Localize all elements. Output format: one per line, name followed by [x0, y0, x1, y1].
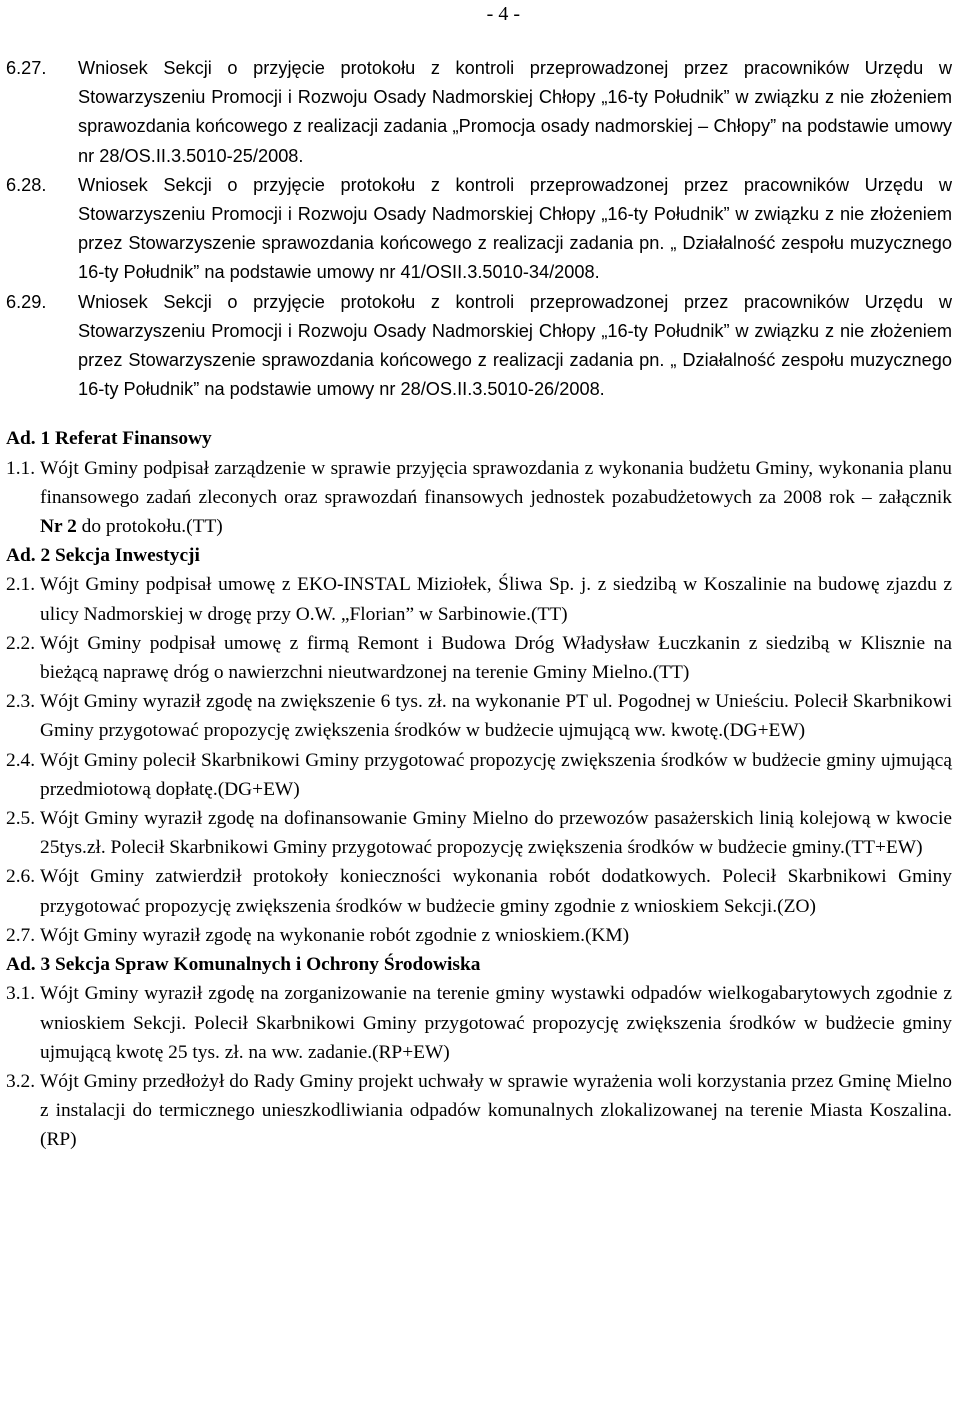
item-number: 3.1.: [6, 983, 36, 1005]
item-text: Wniosek Sekcji o przyjęcie protokołu z kontroli przeprowadzonej przez pracowników Urzędu w Stowarzyszeniu Promocji i Rozwoju Osady Nadmorskiej Chłopy „16-ty Południk” w związku z nie złożeniem sprawozdania końcowego z realizacji zadania „Promocja osady nadmorskiej – Chłopy” na podstawie umowy nr 28/OS.II.3.5010-25/2008.: [78, 58, 952, 166]
item-number: 2.6.: [6, 866, 36, 888]
heading-ad1: Ad. 1 Referat Finansowy: [6, 428, 212, 450]
item-number: 3.2.: [6, 1070, 36, 1092]
item-number: 1.1.: [6, 457, 36, 479]
item-text: Wójt Gminy zatwierdził protokoły konieczności wykonania robót dodatkowych. Polecił Skarbnikowi Gminy przygotować propozycję zwiększenia środków w budżecie gminy zgodnie z wnioskiem Sekcji.(ZO): [40, 866, 952, 917]
heading-ad3: Ad. 3 Sekcja Spraw Komunalnych i Ochrony Środowiska: [6, 954, 481, 976]
item-number: 6.29.: [6, 291, 47, 312]
item-text: Wniosek Sekcji o przyjęcie protokołu z kontroli przeprowadzonej przez pracowników Urzędu w Stowarzyszeniu Promocji i Rozwoju Osady Nadmorskiej Chłopy „16-ty Południk” w związku z nie złożeniem przez Stowarzyszenie sprawozdania końcowego z realizacji zadania pn. „ Działalność zespołu muzycznego 16-ty Południk” na podstawie umowy nr 28/OS.II.3.5010-26/2008.: [78, 291, 952, 400]
list-item-6-29: [6, 288, 952, 405]
list-item-2-2: [6, 629, 952, 687]
list-item-2-3: [6, 687, 952, 745]
list-item-6-27: [6, 54, 952, 171]
attachment-number: Nr 2: [40, 516, 77, 538]
item-number: 2.4.: [6, 749, 36, 771]
item-text: Wójt Gminy wyraził zgodę na zorganizowanie na terenie gminy wystawki odpadów wielkogabarytowych zgodnie z wnioskiem Sekcji. Polecił Skarbnikowi Gminy przygotować propozycję zwiększenia środków w budżecie gminy ujmującą kwotę 25 tys. zł. na ww. zadanie.(RP+EW): [40, 983, 952, 1063]
document-content: [6, 54, 952, 1155]
page-number: - 4 -: [486, 3, 520, 25]
item-text: Wójt Gminy wyraził zgodę na wykonanie robót zgodnie z wnioskiem.(KM): [40, 924, 630, 946]
item-text: [40, 454, 952, 542]
list-item-3-2: [6, 1067, 952, 1155]
list-item-2-7: [6, 921, 952, 950]
item-number: 2.7.: [6, 924, 36, 946]
item-number: 2.1.: [6, 574, 36, 596]
item-number: 2.5.: [6, 808, 36, 830]
heading-ad2: Ad. 2 Sekcja Inwestycji: [6, 545, 200, 567]
item-text: Wójt Gminy podpisał umowę z EKO-INSTAL Miziołek, Śliwa Sp. j. z siedzibą w Koszalinie na budowę zjazdu z ulicy Nadmorskiej w drogę przy O.W. „Florian” w Sarbinowie.(TT): [40, 574, 952, 625]
list-item-2-5: [6, 804, 952, 862]
item-text: Wójt Gminy wyraził zgodę na zwiększenie 6 tys. zł. na wykonanie PT ul. Pogodnej w Unieściu. Polecił Skarbnikowi Gminy przygotować propozycję zwiększenia środków w budżecie ujmującą ww. kwotę.(DG+EW): [40, 691, 952, 742]
list-item-1-1: [6, 454, 952, 542]
list-item-3-1: [6, 979, 952, 1067]
item-text-pre: Wójt Gminy podpisał zarządzenie w sprawie przyjęcia sprawozdania z wykonania budżetu Gminy, wykonania planu finansowego zadań zleconych oraz sprawozdań finansowych jednostek pozabudżetowych za 2008 rok – załącznik: [40, 457, 952, 508]
item-number: 2.3.: [6, 691, 36, 713]
item-text: Wójt Gminy przedłożył do Rady Gminy projekt uchwały w sprawie wyrażenia woli korzystania przez Gminę Mielno z instalacji do termicznego unieszkodliwiania odpadów komunalnych zlokalizowanej na terenie Miasta Koszalina.(RP): [40, 1070, 952, 1151]
item-text: Wójt Gminy wyraził zgodę na dofinansowanie Gminy Mielno do przewozów pasażerskich linią kolejową w kwocie 25tys.zł. Polecił Skarbnikowi Gminy przygotować propozycję zwiększenia środków w budżecie gminy.(TT+EW): [40, 808, 952, 859]
section-spacer: [6, 404, 952, 424]
list-item-6-28: [6, 171, 952, 288]
item-number: 6.28.: [6, 174, 47, 195]
item-text: Wójt Gminy podpisał umowę z firmą Remont i Budowa Dróg Władysław Łuczkanin z siedzibą w Klisznie na bieżącą naprawę dróg o nawierzchni nieutwardzonej na terenie Gminy Mielno.(TT): [40, 632, 952, 684]
list-item-2-6: [6, 862, 952, 920]
list-item-2-1: [6, 570, 952, 628]
item-text: Wniosek Sekcji o przyjęcie protokołu z kontroli przeprowadzonej przez pracowników Urzędu w Stowarzyszeniu Promocji i Rozwoju Osady Nadmorskiej Chłopy „16-ty Południk” w związku z nie złożeniem przez Stowarzyszenie sprawozdania końcowego z realizacji zadania pn. „ Działalność zespołu muzycznego 16-ty Południk” na podstawie umowy nr 41/OSII.3.5010-34/2008.: [78, 174, 952, 283]
item-number: 2.2.: [6, 632, 36, 654]
item-text: Wójt Gminy polecił Skarbnikowi Gminy przygotować propozycję zwiększenia środków w budżecie gminy ujmującą przedmiotową dopłatę.(DG+EW): [40, 749, 952, 800]
list-item-2-4: [6, 746, 952, 804]
item-text-post: do protokołu.(TT): [76, 516, 223, 538]
item-number: 6.27.: [6, 58, 47, 78]
